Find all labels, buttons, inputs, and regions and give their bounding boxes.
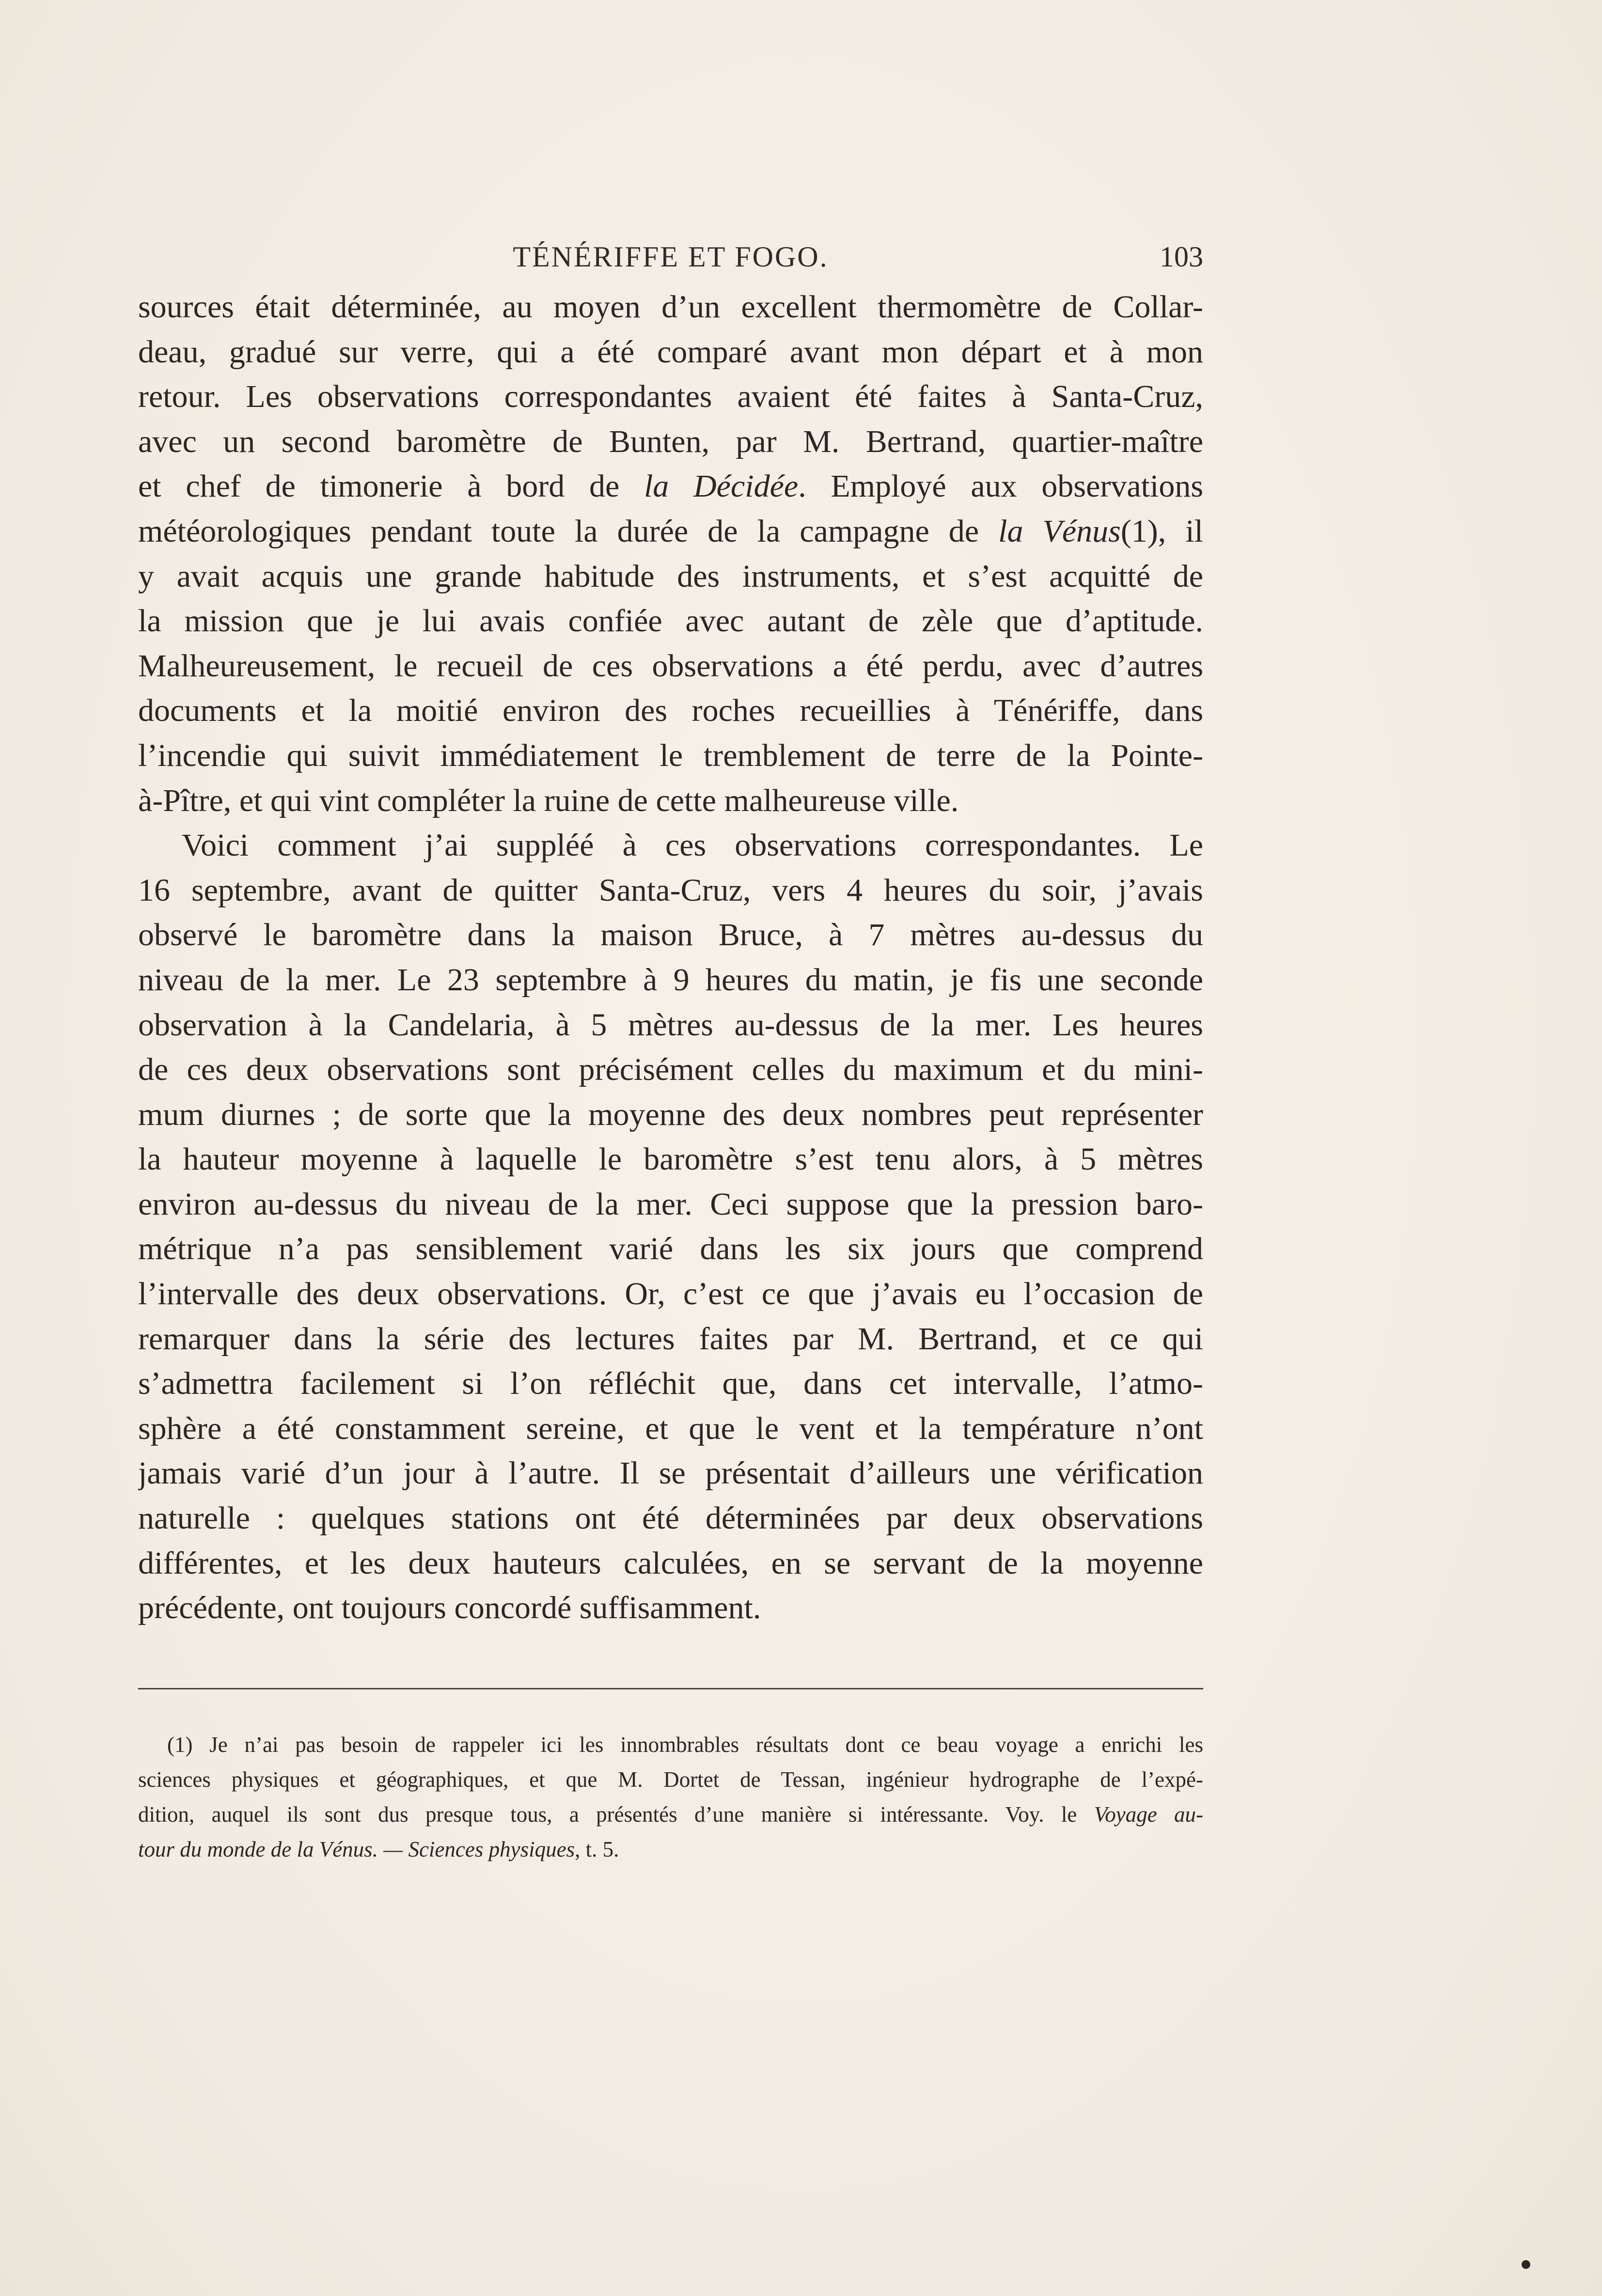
- footnote-line: (1) Je n’ai pas besoin de rappeler ici les innombrables résultats dont ce beau voyage a enrichi les: [167, 1733, 1203, 1757]
- text-line: remarquer dans la série des lectures faites par M. Bertrand, et ce qui: [138, 1321, 1203, 1357]
- text-span: . Employé aux observations: [798, 469, 1203, 504]
- footnote-divider: [138, 1688, 1203, 1689]
- text-line: sources était déterminée, au moyen d’un excellent thermomètre de Collar-: [138, 289, 1203, 325]
- text-line: observation à la Candelaria, à 5 mètres au-dessus de la mer. Les heures: [138, 1007, 1203, 1043]
- ship-name-decidee: la Décidée: [644, 469, 799, 504]
- text-line: [138, 464, 1203, 509]
- footnote-line: [138, 1832, 1203, 1867]
- text-line: s’admettra facilement si l’on réfléchit que, dans cet intervalle, l’atmo-: [138, 1366, 1203, 1402]
- text-line: naturelle : quelques stations ont été déterminées par deux observations: [138, 1500, 1203, 1536]
- text-line: la mission que je lui avais confiée avec autant de zèle que d’aptitude.: [138, 603, 1203, 639]
- text-span: et chef de timonerie à bord de: [138, 469, 644, 504]
- text-line: jamais varié d’un jour à l’autre. Il se présentait d’ailleurs une vérification: [138, 1455, 1203, 1491]
- text-line: mum diurnes ; de sorte que la moyenne des deux nombres peut représenter: [138, 1096, 1203, 1132]
- text-line: deau, gradué sur verre, qui a été comparé avant mon départ et à mon: [138, 334, 1203, 370]
- text-line: Malheureusement, le recueil de ces observations a été perdu, avec d’autres: [138, 648, 1203, 684]
- text-span: (1), il: [1120, 513, 1203, 549]
- text-line: Voici comment j’ai suppléé à ces observations correspondantes. Le: [182, 828, 1203, 863]
- text-line: [138, 509, 1203, 554]
- footnote: [138, 1727, 1203, 1867]
- cited-title: Voyage au-: [1094, 1802, 1203, 1827]
- text-line: différentes, et les deux hauteurs calculées, en se servant de la moyenne: [138, 1545, 1203, 1581]
- running-title: TÉNÉRIFFE ET FOGO.: [513, 241, 829, 273]
- text-line: 16 septembre, avant de quitter Santa-Cruz, vers 4 heures du soir, j’avais: [138, 872, 1203, 908]
- ink-speck: [1522, 2260, 1530, 2269]
- cited-title: tour du monde de la Vénus. — Sciences physiques: [138, 1837, 575, 1861]
- text-line: à-Pître, et qui vint compléter la ruine de cette malheureuse ville.: [138, 782, 959, 818]
- text-line: sphère a été constamment sereine, et que le vent et la température n’ont: [138, 1410, 1203, 1446]
- text-span: météorologiques pendant toute la durée de la campagne de: [138, 513, 999, 549]
- page-header: [138, 240, 1203, 284]
- page-number: 103: [1160, 241, 1203, 273]
- text-line: avec un second baromètre de Bunten, par M. Bertrand, quartier-maître: [138, 423, 1203, 459]
- ship-name-venus: la Vénus: [998, 513, 1121, 549]
- footnote-line: [138, 1797, 1203, 1832]
- text-line: y avait acquis une grande habitude des instruments, et s’est acquitté de: [138, 558, 1203, 594]
- text-line: métrique n’a pas sensiblement varié dans les six jours que comprend: [138, 1231, 1203, 1267]
- text-line: observé le baromètre dans la maison Bruce, à 7 mètres au-dessus du: [138, 917, 1203, 953]
- text-line: niveau de la mer. Le 23 septembre à 9 heures du matin, je fis une seconde: [138, 962, 1203, 998]
- text-line: documents et la moitié environ des roches recueillies à Ténériffe, dans: [138, 693, 1203, 729]
- text-line: la hauteur moyenne à laquelle le baromètre s’est tenu alors, à 5 mètres: [138, 1141, 1203, 1177]
- text-span: dition, auquel ils sont dus presque tous, a présentés d’une manière si intéressante. Voy. le: [138, 1802, 1094, 1827]
- footnote-line: sciences physiques et géographiques, et que M. Dortet de Tessan, ingénieur hydrographe de l’expé-: [138, 1767, 1203, 1792]
- text-line: retour. Les observations correspondantes avaient été faites à Santa-Cruz,: [138, 379, 1203, 415]
- text-line: l’intervalle des deux observations. Or, c’est ce que j’avais eu l’occasion de: [138, 1276, 1203, 1312]
- text-line: de ces deux observations sont précisément celles du maximum et du mini-: [138, 1052, 1203, 1088]
- main-text: [138, 285, 1203, 1631]
- text-span: , t. 5.: [575, 1837, 619, 1861]
- text-line: précédente, ont toujours concordé suffisamment.: [138, 1590, 761, 1626]
- text-line: environ au-dessus du niveau de la mer. Ceci suppose que la pression baro-: [138, 1186, 1203, 1222]
- text-line: l’incendie qui suivit immédiatement le tremblement de terre de la Pointe-: [138, 737, 1203, 773]
